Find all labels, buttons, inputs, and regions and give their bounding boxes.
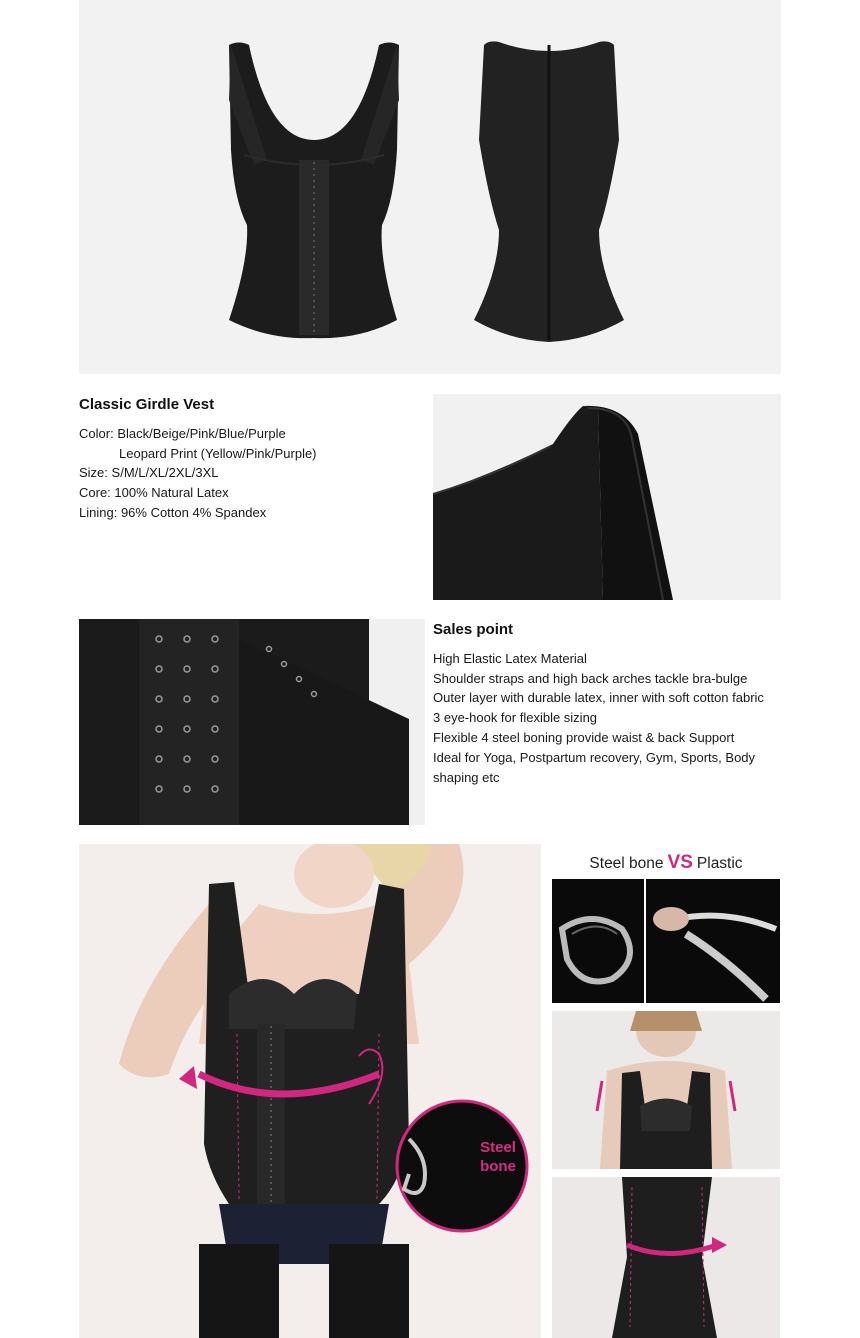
model-waist-image xyxy=(552,1177,780,1338)
product-info xyxy=(79,395,419,523)
hero-product-image xyxy=(79,0,781,374)
vest-front xyxy=(229,43,399,339)
sales-point: Outer layer with durable latex, inner with soft cotton fabric xyxy=(433,690,764,706)
model-posture-image xyxy=(552,1011,780,1169)
steel-vs-plastic-comparison xyxy=(552,844,780,1003)
sales-point: Ideal for Yoga, Postpartum recovery, Gym, Sports, Body shaping etc xyxy=(433,749,756,785)
sales-point: High Elastic Latex Material xyxy=(433,650,587,666)
shoulder-strap-image xyxy=(433,394,781,600)
spec-lining: Lining: 96% Cotton 4% Spandex xyxy=(79,504,267,520)
comparison-title: Steel bone VS Plastic xyxy=(589,852,743,873)
sales-title: Sales point xyxy=(433,621,514,638)
model-wearing-vest-image xyxy=(79,844,541,1338)
plastic-bone-sample-image xyxy=(646,879,780,1003)
sales-point: Shoulder straps and high back arches tackle bra-bulge xyxy=(433,670,748,686)
sales-point: Flexible 4 steel boning provide waist & back Support xyxy=(433,729,735,745)
sales-point: 3 eye-hook for flexible sizing xyxy=(433,710,598,726)
steel-bone-sample-image xyxy=(552,879,644,1003)
vest-back xyxy=(474,41,624,342)
spec-size: Size: S/M/L/XL/2XL/3XL xyxy=(79,465,219,481)
hook-closure-image xyxy=(79,619,425,825)
product-title: Classic Girdle Vest xyxy=(79,396,215,413)
sales-points xyxy=(433,620,781,787)
steel-bone-label: Steel bone xyxy=(480,1139,516,1175)
spec-core: Core: 100% Natural Latex xyxy=(79,485,229,501)
spec-color-extra: Leopard Print (Yellow/Pink/Purple) xyxy=(119,445,317,461)
spec-color: Color: Black/Beige/Pink/Blue/Purple xyxy=(79,425,286,441)
